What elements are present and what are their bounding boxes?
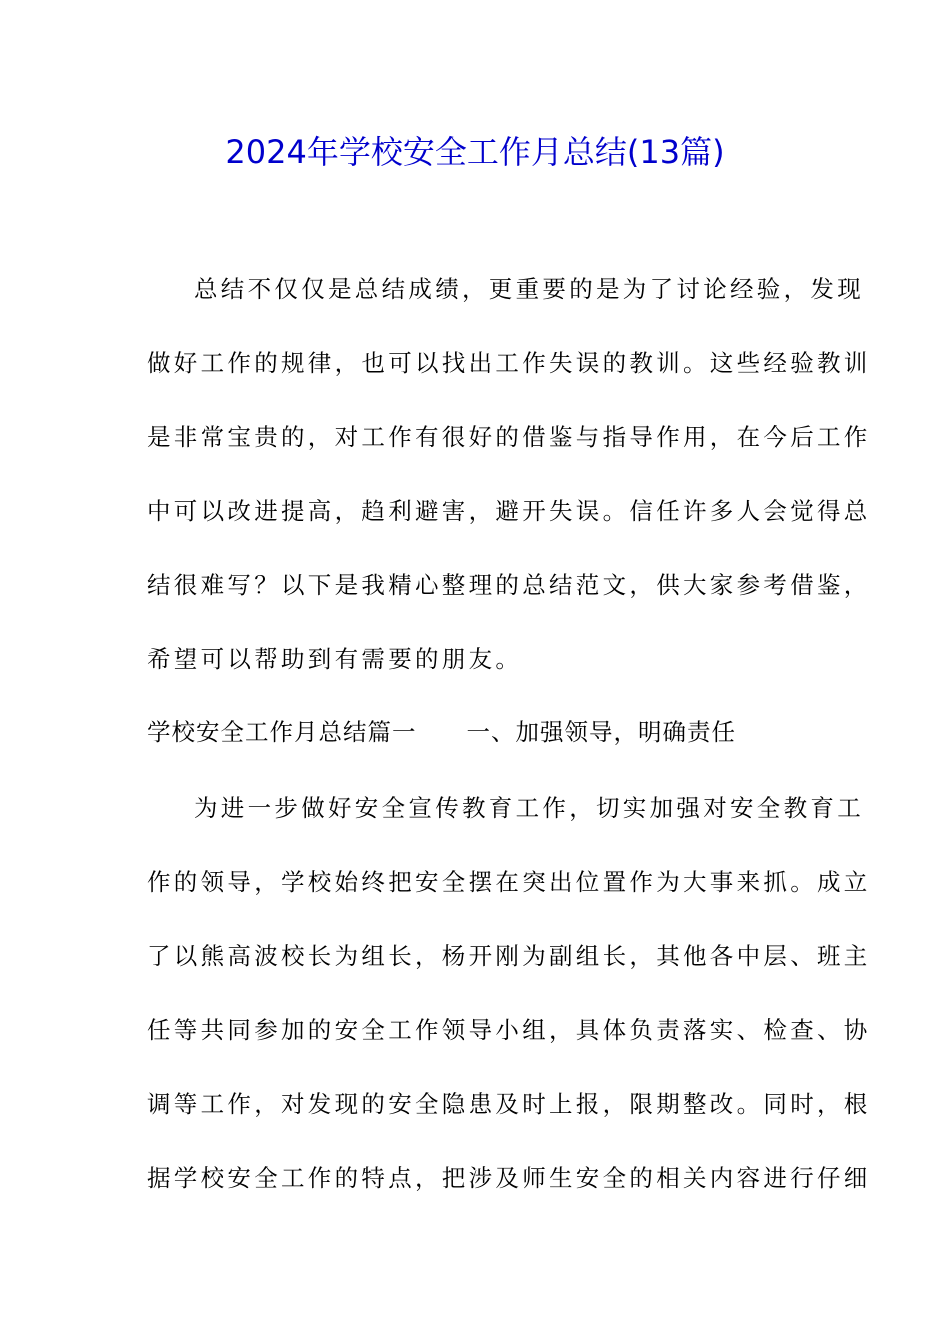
paragraph-line: 是非常宝贵的，对工作有很好的借鉴与指导作用，在今后工作 bbox=[147, 423, 871, 451]
paragraph-line: 了以熊高波校长为组长，杨开刚为副组长，其他各中层、班主 bbox=[147, 942, 871, 970]
paragraph-line: 中可以改进提高，趋利避害，避开失误。信任许多人会觉得总 bbox=[147, 497, 871, 525]
paragraph-line: 任等共同参加的安全工作领导小组，具体负责落实、检查、协 bbox=[147, 1016, 871, 1044]
section-heading bbox=[147, 712, 827, 752]
paragraph-line: 调等工作，对发现的安全隐患及时上报，限期整改。同时，根 bbox=[147, 1090, 871, 1118]
paragraph-line: 结很难写？以下是我精心整理的总结范文，供大家参考借鉴， bbox=[147, 571, 871, 599]
section-name: 学校安全工作月总结篇一 bbox=[147, 718, 417, 746]
paragraph-line: 据学校安全工作的特点，把涉及师生安全的相关内容进行仔细 bbox=[147, 1164, 871, 1192]
section-paragraph bbox=[147, 771, 871, 1215]
intro-paragraph bbox=[147, 252, 871, 696]
paragraph-line: 为进一步做好安全宣传教育工作，切实加强对安全教育工 bbox=[194, 794, 864, 822]
paragraph-line: 作的领导，学校始终把安全摆在突出位置作为大事来抓。成立 bbox=[147, 868, 871, 896]
paragraph-line: 做好工作的规律，也可以找出工作失误的教训。这些经验教训 bbox=[147, 349, 871, 377]
paragraph-line: 希望可以帮助到有需要的朋友。 bbox=[147, 645, 523, 673]
section-subheading: 一、加强领导，明确责任 bbox=[466, 718, 736, 746]
document-title: 2024年学校安全工作月总结(13篇) bbox=[225, 133, 725, 171]
paragraph-line: 总结不仅仅是总结成绩，更重要的是为了讨论经验，发现 bbox=[194, 275, 864, 303]
